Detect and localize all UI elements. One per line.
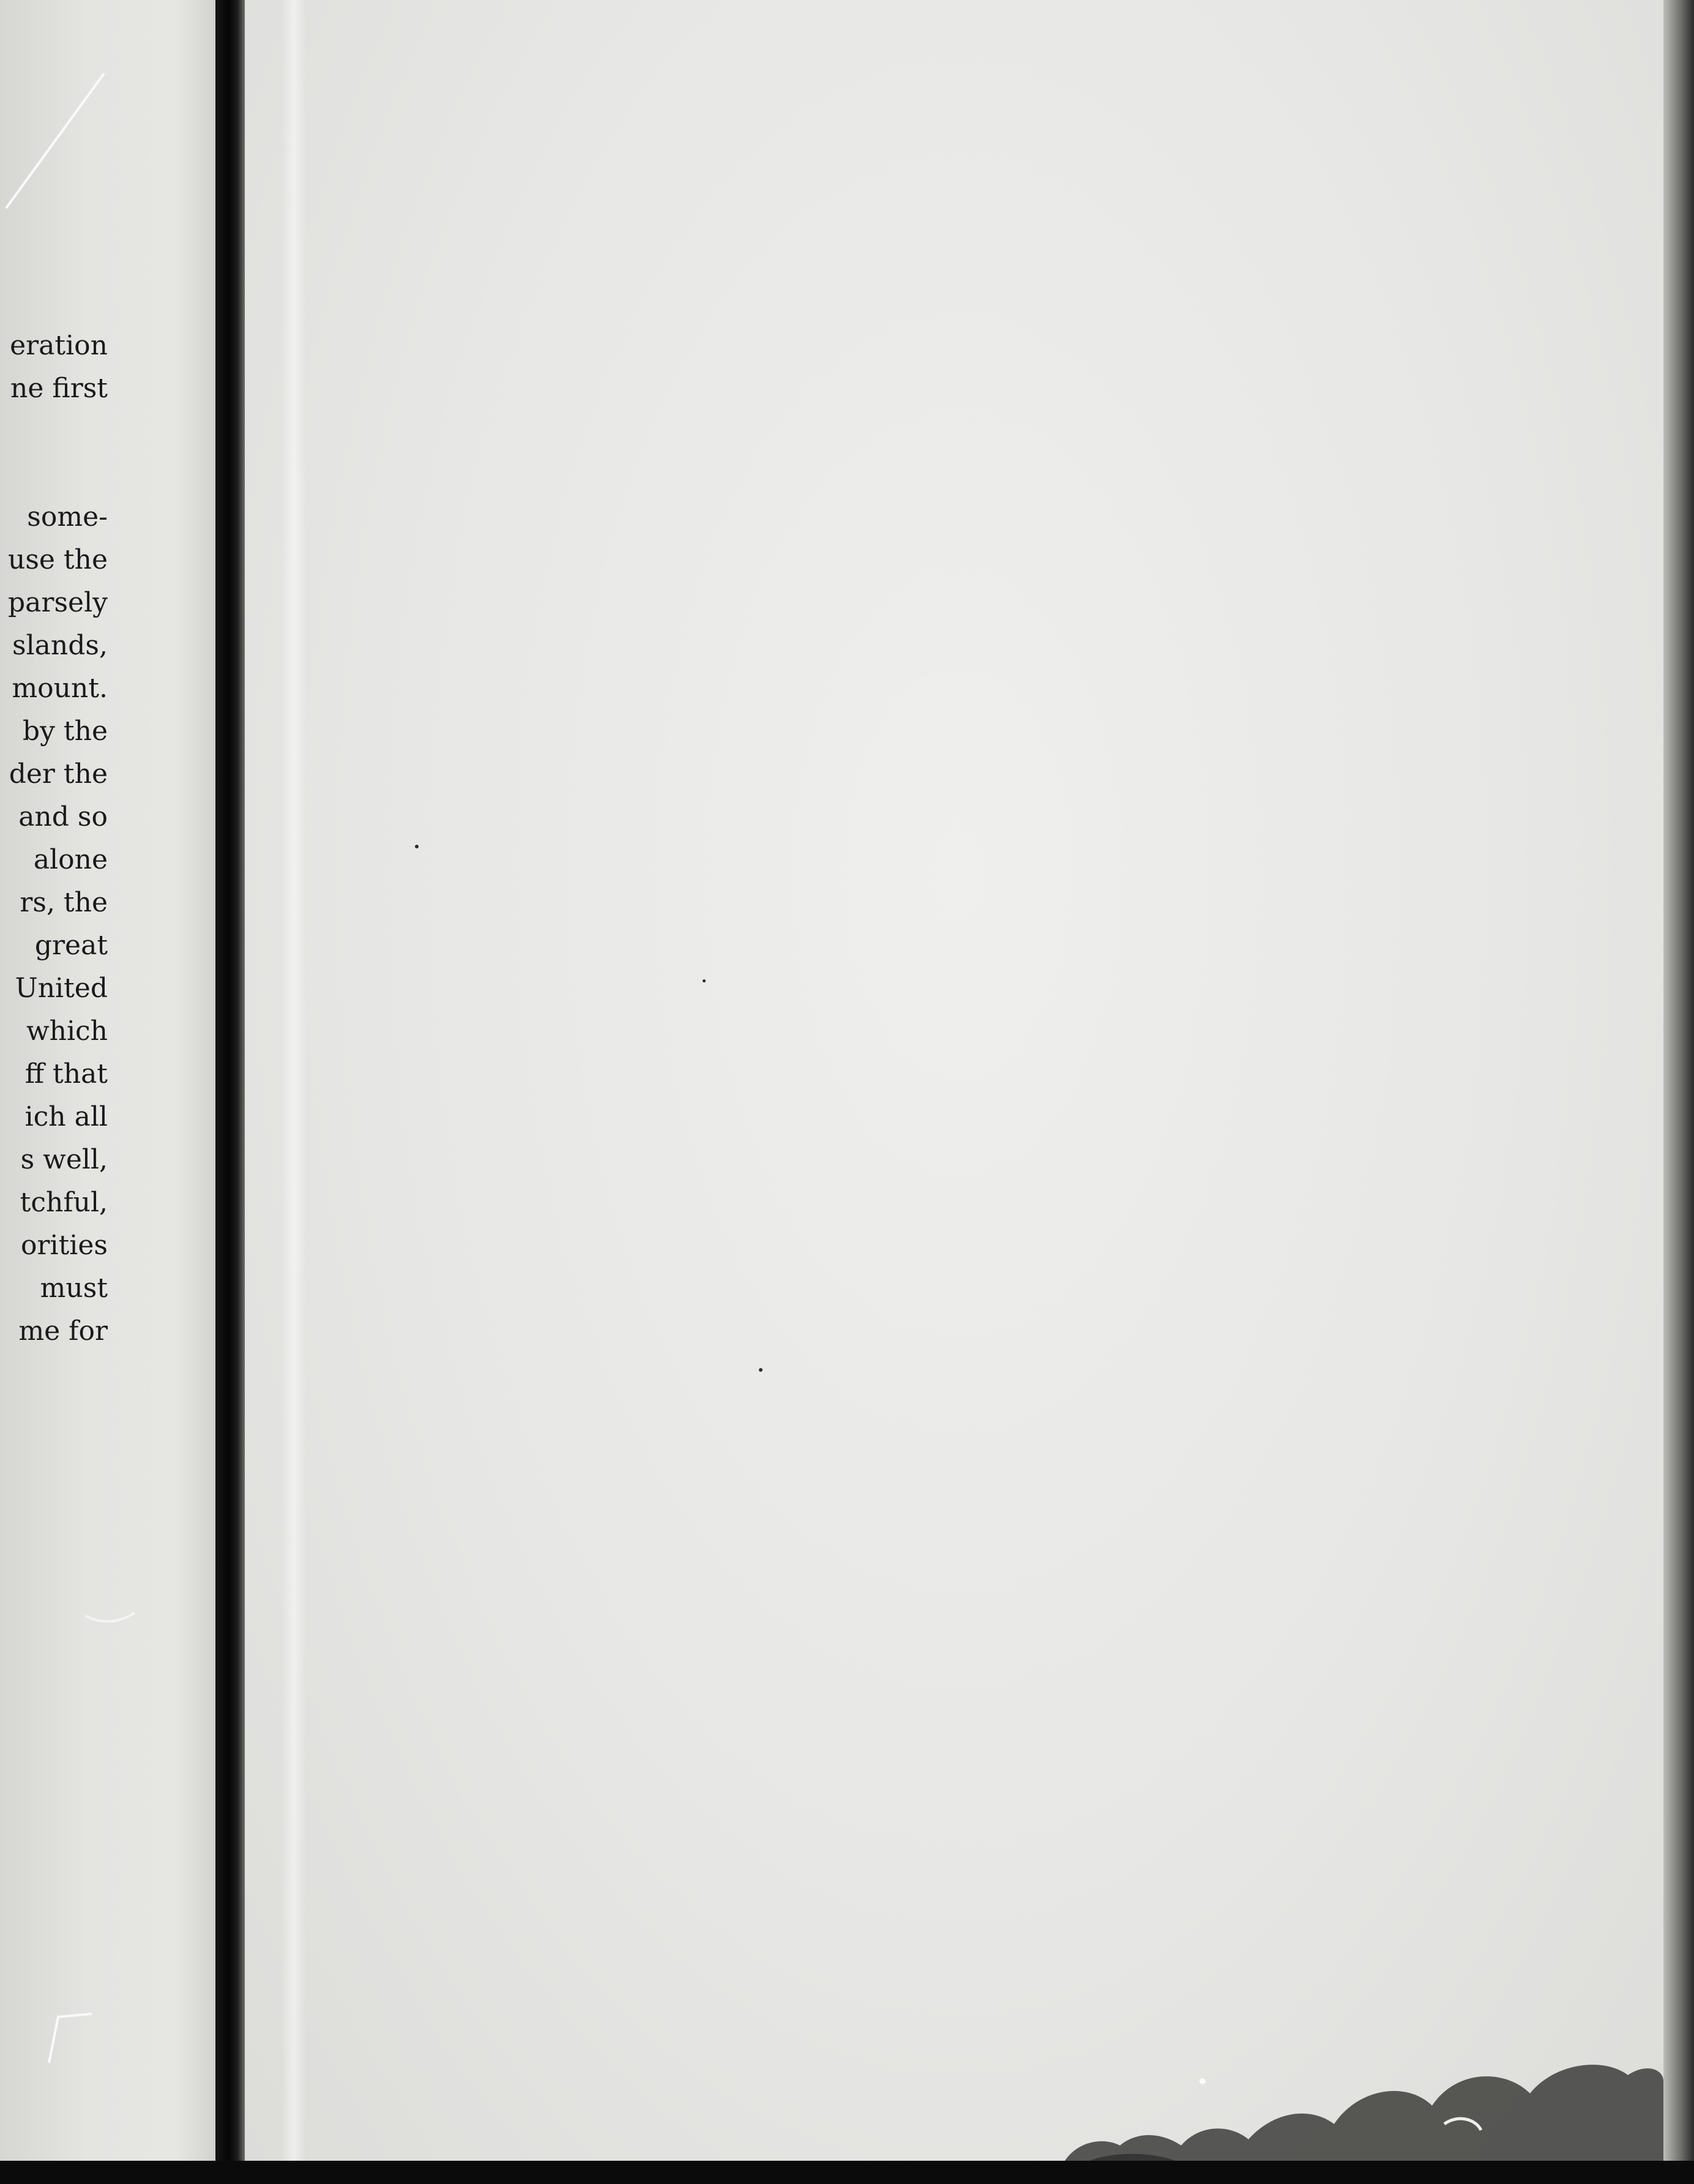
text-line: der the (9, 758, 108, 790)
text-line: slands, (12, 630, 108, 661)
text-line: ff that (24, 1058, 108, 1090)
text-line: tchful, (20, 1187, 108, 1218)
text-line: orities (21, 1230, 108, 1261)
text-line: great (34, 930, 108, 961)
text-line: by the (22, 716, 108, 747)
text-line: which (26, 1015, 108, 1047)
text-line: must (40, 1273, 108, 1304)
dust-speck (703, 979, 706, 982)
text-line: some- (27, 501, 108, 533)
text-line: rs, the (20, 887, 108, 918)
text-line: use the (7, 544, 108, 575)
dust-speck (1200, 2078, 1206, 2084)
text-line: mount. (12, 673, 108, 704)
text-line: s well, (20, 1144, 108, 1175)
text-line: me for (18, 1315, 108, 1347)
scan-bottom-border (0, 2161, 1694, 2184)
text-line: and so (18, 801, 108, 832)
text-line: ne first (10, 373, 108, 404)
dust-speck (415, 845, 419, 848)
text-line: United (15, 973, 108, 1004)
text-line: parsely (8, 587, 108, 618)
text-line: ich all (24, 1101, 108, 1132)
text-line: eration (10, 330, 108, 361)
text-line: alone (33, 844, 108, 875)
dust-speck (759, 1368, 763, 1372)
